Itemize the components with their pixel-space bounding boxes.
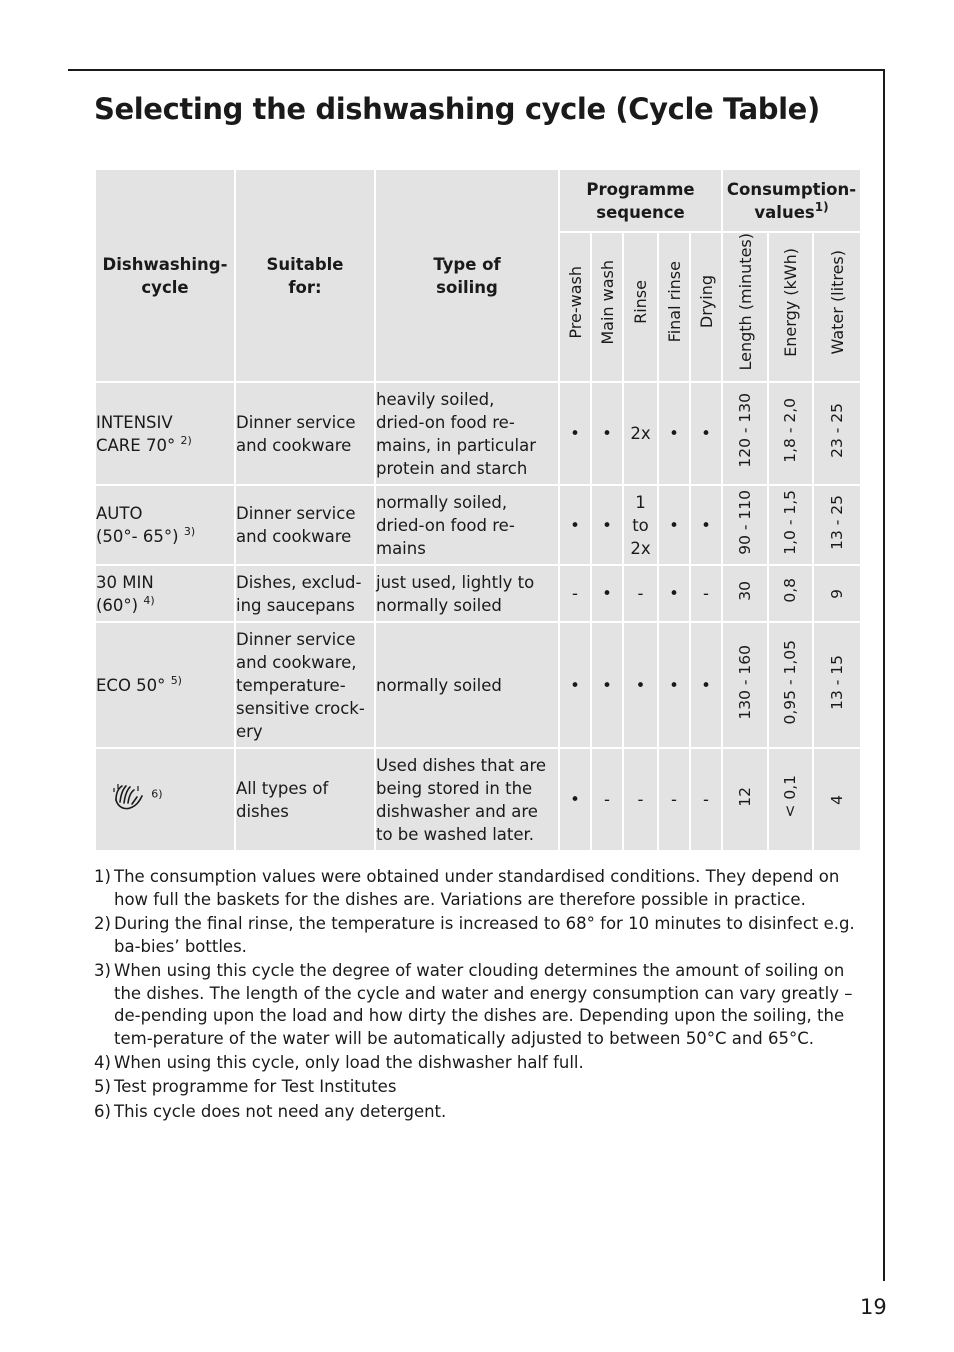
cell-prewash: - — [559, 565, 591, 622]
cell-length: 30 — [722, 565, 768, 622]
cell-type-of-soiling: normally soiled — [375, 622, 559, 748]
right-rule — [883, 69, 885, 1281]
cell-length: 130 - 160 — [722, 622, 768, 748]
header-programme-sequence: Programme sequence — [559, 169, 722, 232]
subheader-length: Length (minutes) — [722, 232, 768, 382]
cell-energy: 1,8 - 2,0 — [768, 382, 813, 485]
cell-drying: • — [690, 382, 722, 485]
cell-prewash: • — [559, 748, 591, 851]
footnote-text: When using this cycle, only load the dishwasher half full. — [114, 1053, 584, 1073]
footnote-text: The consumption values were obtained under standardised conditions. They depend on how full the baskets for the dishes are. Variations are therefore possible in practice. — [114, 867, 840, 909]
cell-main-wash: • — [591, 382, 623, 485]
footnote — [94, 913, 860, 958]
cycle-name: ECO 50° — [96, 675, 166, 695]
cell-rinse: • — [623, 622, 658, 748]
cycle-footnote-ref: 4) — [143, 593, 155, 607]
footnote — [94, 866, 860, 911]
subheader-main-wash: Main wash — [591, 232, 623, 382]
cell-rinse: 2x — [623, 382, 658, 485]
cell-drying: - — [690, 748, 722, 851]
cell-suitable-for: Dinner service and cookware — [235, 382, 375, 485]
cell-length: 12 — [722, 748, 768, 851]
cycle-name: INTENSIV CARE 70° — [96, 412, 176, 455]
cell-cycle — [95, 748, 235, 851]
footnote — [94, 1076, 860, 1099]
cell-cycle — [95, 382, 235, 485]
cell-drying: - — [690, 565, 722, 622]
cell-suitable-for: Dinner service and cookware — [235, 485, 375, 565]
table-row — [95, 485, 861, 565]
cell-energy: 0,8 — [768, 565, 813, 622]
page-title: Selecting the dishwashing cycle (Cycle Table) — [94, 92, 820, 126]
cycle-footnote-ref: 6) — [151, 787, 163, 800]
cell-drying: • — [690, 622, 722, 748]
cell-prewash: • — [559, 382, 591, 485]
cell-type-of-soiling: heavily soiled, dried-on food re- mains, in particular protein and starch — [375, 382, 559, 485]
header-type-of-soiling: Type of soiling — [375, 169, 559, 382]
cell-final-rinse: • — [658, 622, 690, 748]
footnote-number: 1) — [94, 867, 111, 886]
cell-rinse: - — [623, 748, 658, 851]
cell-final-rinse: • — [658, 382, 690, 485]
cell-prewash: • — [559, 622, 591, 748]
footnote-number: 2) — [94, 913, 111, 933]
subheader-drying: Drying — [690, 232, 722, 382]
header-dishwashing-cycle: Dishwashing- cycle — [95, 169, 235, 382]
cell-rinse: 1 to 2x — [623, 485, 658, 565]
footnote-text: During the final rinse, the temperature is increased to 68° for 10 minutes to disinfect e.g. ba-bies’ bottles. — [114, 913, 855, 956]
cell-length: 120 - 130 — [722, 382, 768, 485]
rinse-hold-hand-icon — [110, 782, 146, 818]
cell-type-of-soiling: normally soiled, dried-on food re- mains — [375, 485, 559, 565]
cell-prewash: • — [559, 485, 591, 565]
subheader-final-rinse: Final rinse — [658, 232, 690, 382]
cell-final-rinse: • — [658, 565, 690, 622]
cell-energy: 1,0 - 1,5 — [768, 485, 813, 565]
cell-water: 9 — [813, 565, 861, 622]
cell-suitable-for: All types of dishes — [235, 748, 375, 851]
header-consumption-footnote-ref: 1) — [814, 199, 829, 214]
footnote-text: This cycle does not need any detergent. — [114, 1101, 447, 1121]
footnote-number: 3) — [94, 960, 111, 980]
cell-main-wash: • — [591, 565, 623, 622]
header-consumption-values: Consumption- values$^{1)}$ — [722, 169, 861, 232]
cell-drying: • — [690, 485, 722, 565]
table-row — [95, 565, 861, 622]
cell-water: 13 - 25 — [813, 485, 861, 565]
cell-water: 4 — [813, 748, 861, 851]
cycle-name: 30 MIN (60°) — [96, 572, 154, 615]
table-row — [95, 382, 861, 485]
subheader-prewash: Pre-wash — [559, 232, 591, 382]
cell-final-rinse: - — [658, 748, 690, 851]
cell-final-rinse: • — [658, 485, 690, 565]
top-rule — [68, 69, 885, 71]
subheader-energy: Energy (kWh) — [768, 232, 813, 382]
subheader-water: Water (litres) — [813, 232, 861, 382]
cycle-footnote-ref: 2) — [180, 433, 192, 447]
cell-rinse: - — [623, 565, 658, 622]
footnote-number: 5) — [94, 1077, 111, 1097]
footnote — [94, 1052, 860, 1075]
cycle-name: AUTO (50°- 65°) — [96, 504, 179, 546]
footnote-text: When using this cycle the degree of water clouding determines the amount of soiling on the dishes. The length of the cycle and water and energy consumption can vary greatly – de-pending upon the load and how dirty the dishes are. Depending upon the soiling, the tem-perature of the water will be automatically adjusted to between 50°C and 65°C. — [114, 960, 853, 1048]
cell-cycle — [95, 485, 235, 565]
cell-main-wash: • — [591, 622, 623, 748]
table-row — [95, 748, 861, 851]
cell-type-of-soiling: Used dishes that are being stored in the dishwasher and are to be washed later. — [375, 748, 559, 851]
cycle-footnote-ref: 3) — [183, 525, 196, 538]
table-row — [95, 622, 861, 748]
cell-type-of-soiling: just used, lightly to normally soiled — [375, 565, 559, 622]
footnote — [94, 960, 860, 1051]
cell-energy: 0,95 - 1,05 — [768, 622, 813, 748]
cell-cycle — [95, 622, 235, 748]
cell-suitable-for: Dinner service and cookware, temperature- sensitive crock- ery — [235, 622, 375, 748]
page-number: 19 — [860, 1295, 887, 1319]
cell-energy: < 0,1 — [768, 748, 813, 851]
footnote-text: Test programme for Test Institutes — [114, 1077, 397, 1097]
cycle-table — [94, 168, 862, 852]
cell-main-wash: • — [591, 485, 623, 565]
cycle-footnote-ref: 5) — [170, 673, 182, 687]
cell-suitable-for: Dishes, exclud- ing saucepans — [235, 565, 375, 622]
footnotes — [94, 866, 860, 1125]
subheader-rinse: Rinse — [623, 232, 658, 382]
cell-length: 90 - 110 — [722, 485, 768, 565]
cell-water: 13 - 15 — [813, 622, 861, 748]
header-suitable-for: Suitable for: — [235, 169, 375, 382]
cell-main-wash: - — [591, 748, 623, 851]
cell-cycle — [95, 565, 235, 622]
footnote — [94, 1101, 860, 1124]
footnote-number: 6) — [94, 1101, 111, 1121]
cell-water: 23 - 25 — [813, 382, 861, 485]
footnote-number: 4) — [94, 1053, 111, 1073]
